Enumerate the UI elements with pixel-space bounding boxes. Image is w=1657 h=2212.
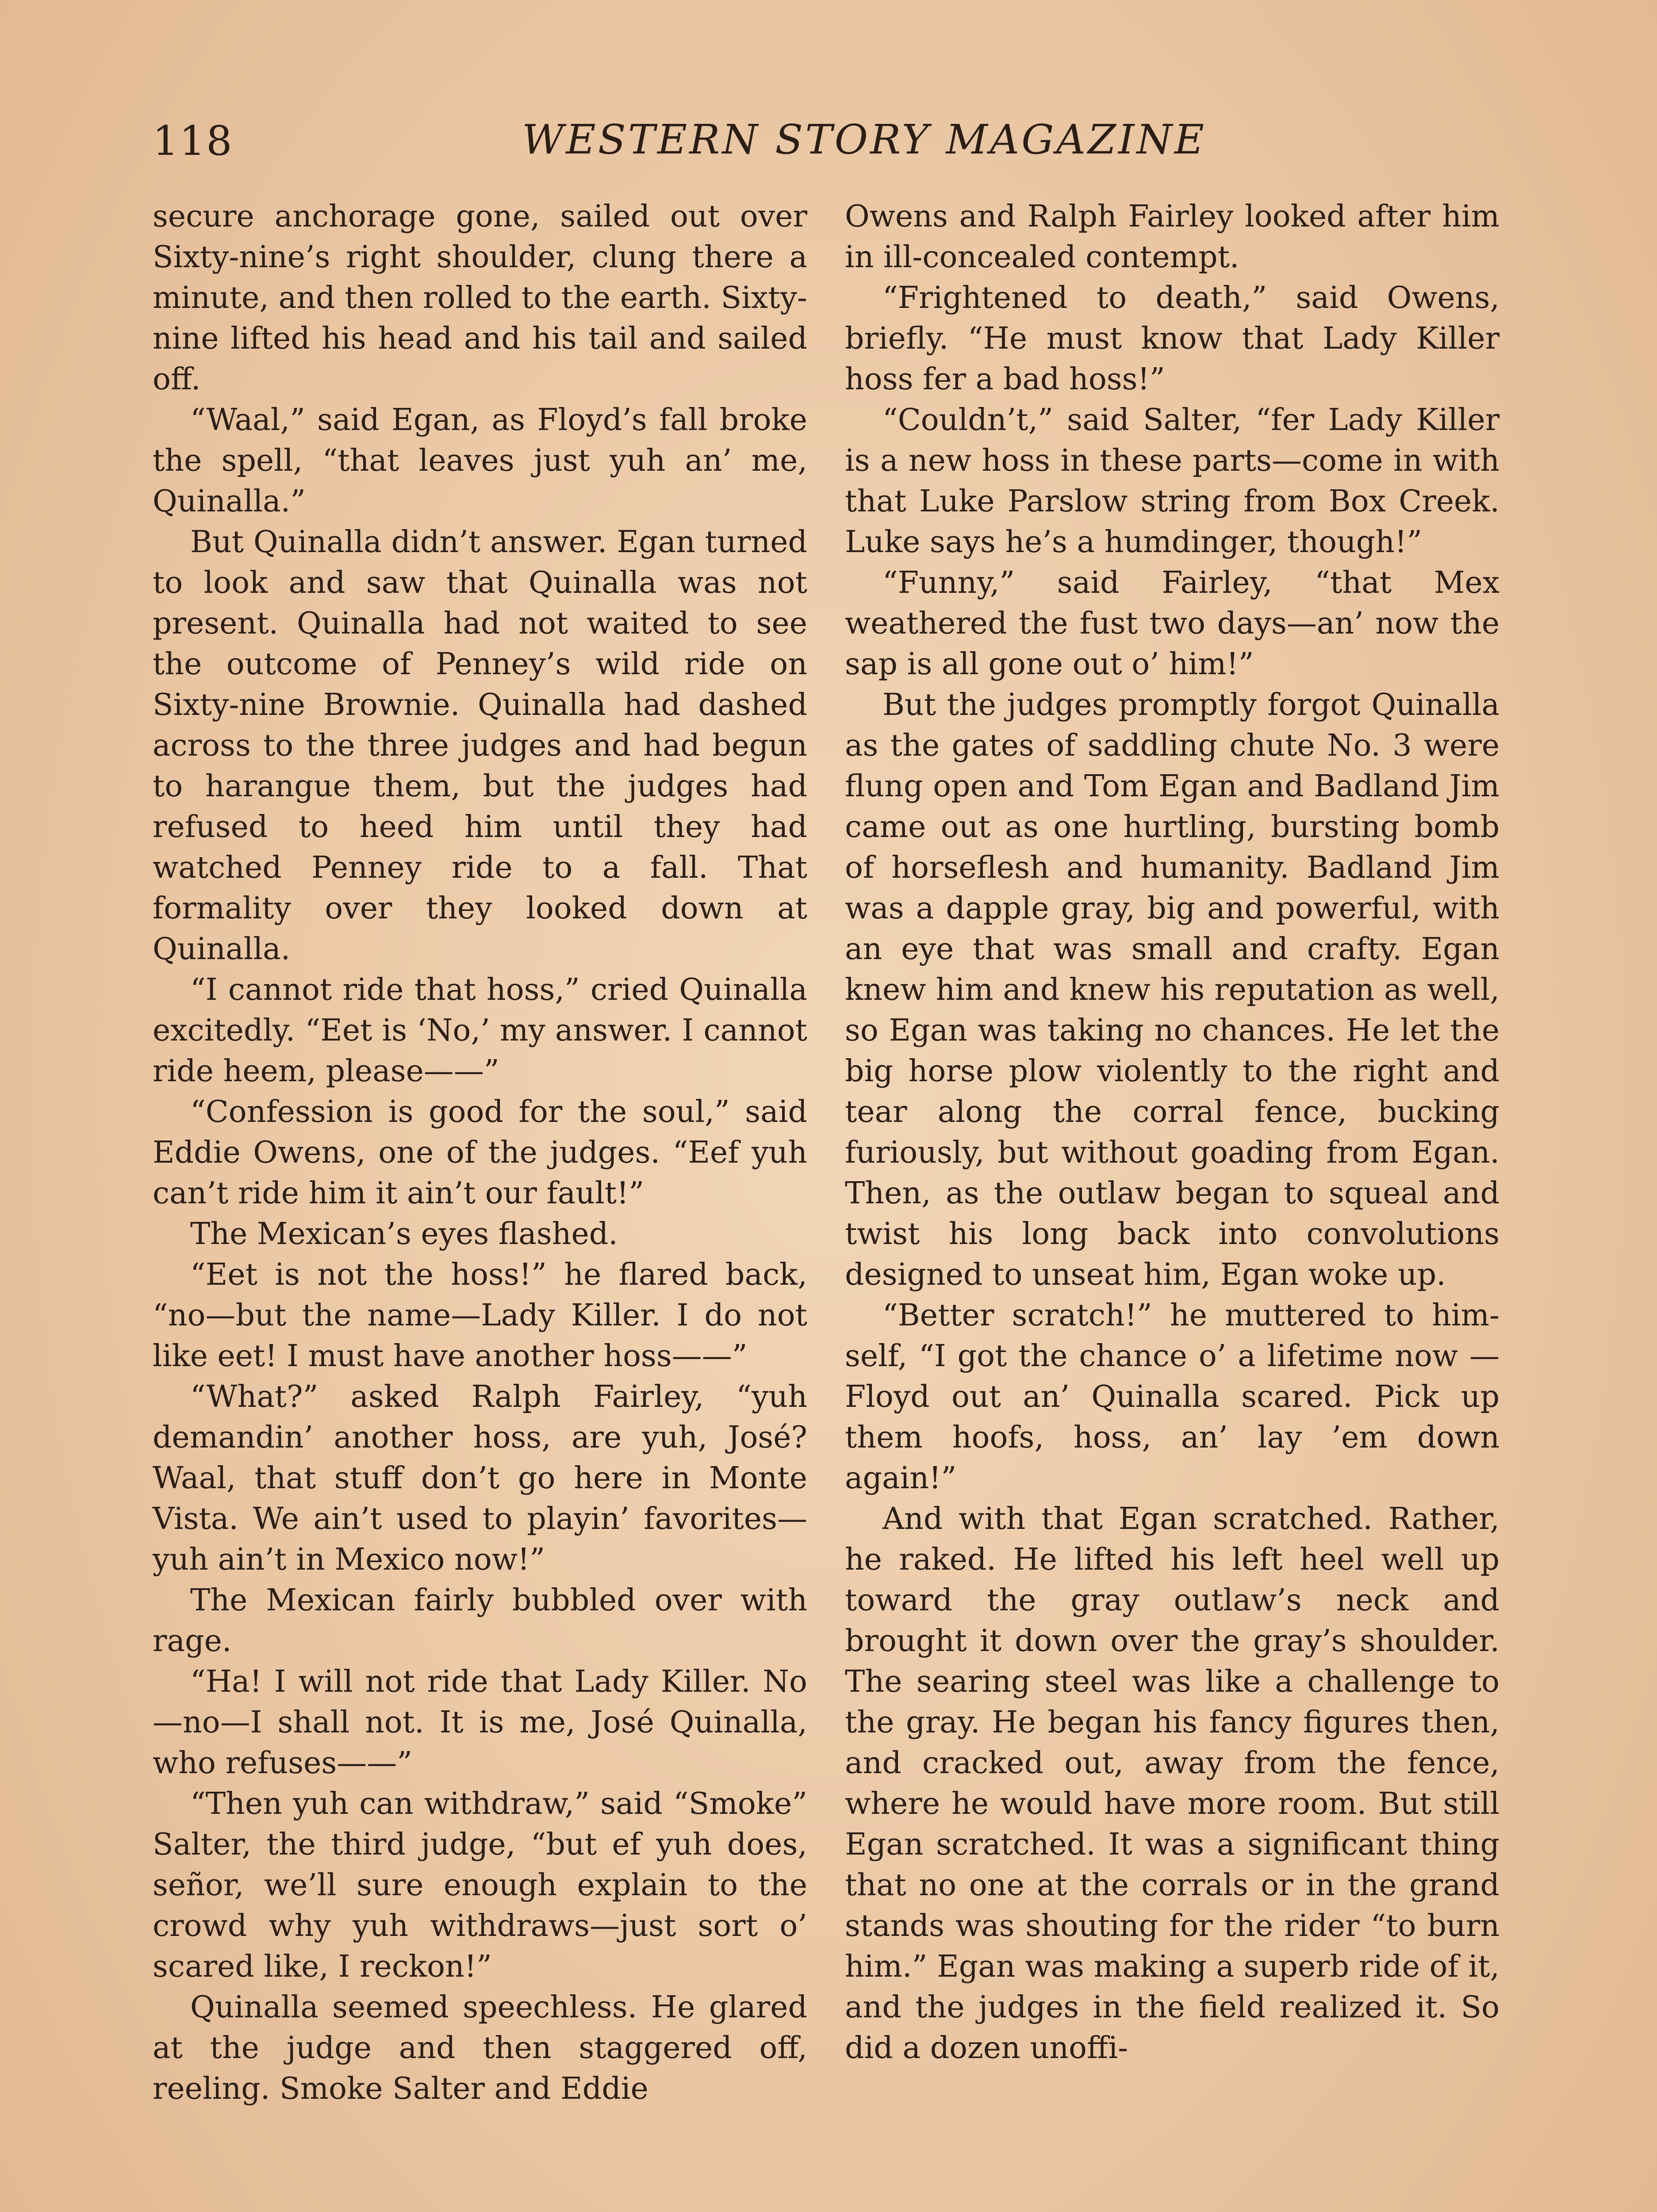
paragraph: “Then yuh can withdraw,” said “Smoke” Salter, the third judge, “but ef yuh does, señor, we’ll sure enough explain to the crowd why yuh withdraws—just sort o’ scared like, I reckon!”	[153, 1786, 807, 1984]
left-column	[153, 196, 807, 2109]
paragraph: “Couldn’t,” said Salter, “fer Lady Killer is a new hoss in these parts—come in with that Luke Parslow string from Box Creek. Luke says he’s a humdinger, though!”	[845, 403, 1500, 560]
paragraph: And with that Egan scratched. Rather, he raked. He lifted his left heel well up toward the gray outlaw’s neck and brought it down over the gray’s shoulder. The searing steel was like a challenge to the gray. He began his fancy figures then, and cracked out, away from the fence, where he would have more room. But still Egan scratched. It was a significant thing that no one at the corrals or in the grand stands was shouting for the rider “to burn him.” Egan was making a superb ride of it, and the judges in the field realized it. So did a dozen unoffi-	[845, 1502, 1500, 2066]
paragraph: “Frightened to death,” said Owens, briefly. “He must know that Lady Killer hoss fer a bad hoss!”	[845, 280, 1500, 397]
paragraph: But the judges promptly forgot Quinalla as the gates of saddling chute No. 3 were flung open and Tom Egan and Badland Jim came out as one hurtling, bursting bomb of horseflesh and humanity. Badland Jim was a dapple gray, big and powerful, with an eye that was small and crafty. Egan knew him and knew his reputation as well, so Egan was taking no chances. He let the big horse plow violently to the right and tear along the corral fence, bucking furiously, but without goading from Egan. Then, as the outlaw began to squeal and twist his long back into convolutions designed to unseat him, Egan woke up.	[845, 687, 1500, 1292]
running-title: WESTERN STORY MAGAZINE	[522, 116, 1207, 163]
paragraph: “Eet is not the hoss!” he flared back, “no—but the name—Lady Killer. I do not like eet! I must have another hoss——”	[153, 1257, 807, 1374]
paragraph: “Confession is good for the soul,” said Eddie Owens, one of the judges. “Eef yuh can’t ride him it ain’t our fault!”	[153, 1094, 807, 1211]
right-column	[845, 196, 1500, 2069]
paragraph: “Waal,” said Egan, as Floyd’s fall broke the spell, “that leaves just yuh an’ me, Quinalla.”	[153, 403, 807, 519]
paragraph: Quinalla seemed speechless. He glared at the judge and then staggered off, reeling. Smoke Salter and Eddie	[153, 1990, 807, 2106]
paragraph: The Mexican’s eyes flashed.	[190, 1217, 618, 1252]
paragraph: “Funny,” said Fairley, “that Mex weathered the fust two days—an’ now the sap is all gone out o’ him!”	[845, 565, 1500, 682]
paragraph: Owens and Ralph Fairley looked after him in ill-concealed contempt.	[845, 199, 1500, 275]
paragraph: “Better scratch!” he muttered to himself, “I got the chance o’ a lifetime now —Floyd out an’ Quinalla scared. Pick up them hoofs, hoss, an’ lay ’em down again!”	[845, 1298, 1500, 1496]
paragraph: “What?” asked Ralph Fairley, “yuh demandin’ another hoss, are yuh, José? Waal, that stuff don’t go here in Monte Vista. We ain’t used to playin’ favorites—yuh ain’t in Mexico now!”	[153, 1379, 807, 1577]
paragraph: “I cannot ride that hoss,” cried Quinalla excitedly. “Eet is ‘No,’ my answer. I cannot ride heem, please——”	[153, 972, 807, 1089]
paragraph: But Quinalla didn’t answer. Egan turned to look and saw that Quinalla was not present. Quinalla had not waited to see the outcome of Penney’s wild ride on Sixty-nine Brownie. Quinalla had dashed across to the three judges and had begun to harangue them, but the judges had refused to heed him until they had watched Penney ride to a fall. That formality over they looked down at Quinalla.	[153, 525, 807, 967]
page-number: 118	[153, 117, 233, 165]
paragraph: “Ha! I will not ride that Lady Killer. No—no—I shall not. It is me, José Quinalla, who refuses——”	[153, 1664, 807, 1781]
paragraph: secure anchorage gone, sailed out over Sixty-nine’s right shoulder, clung there a minute, and then rolled to the earth. Sixty-nine lifted his head and his tail and sailed off.	[153, 199, 807, 397]
paragraph: The Mexican fairly bubbled over with rage.	[153, 1583, 807, 1659]
